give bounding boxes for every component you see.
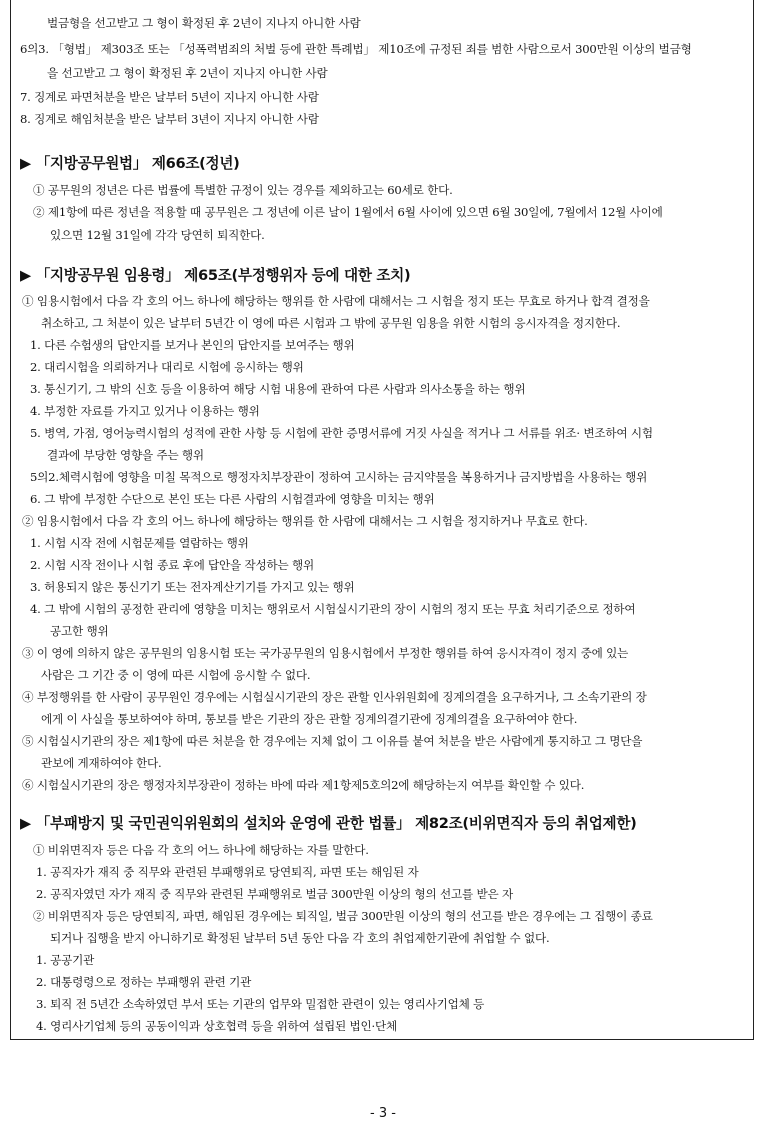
- text-line: ② 제1항에 따른 정년을 적용할 때 공무원은 그 정년에 이른 날이 1월에서 6월 사이에 있으면 6월 30일에, 7월에서 12월 사이에: [33, 205, 663, 219]
- text-line: 에게 이 사실을 통보하여야 하며, 통보를 받은 기관의 장은 관할 징계의결기관에 징계의결을 요구하여야 한다.: [41, 712, 578, 726]
- text-line: ⑥ 시험실시기관의 장은 행정자치부장관이 정하는 바에 따라 제1항제5호의2에 해당하는지 여부를 확인할 수 있다.: [22, 778, 585, 792]
- text-line: 3. 통신기기, 그 밖의 신호 등을 이용하여 해당 시험 내용에 관하여 다른 사람과 의사소통을 하는 행위: [30, 382, 526, 396]
- text-line: ② 비위면직자 등은 당연퇴직, 파면, 해임된 경우에는 퇴직일, 벌금 300만원 이상의 형의 선고를 받은 경우에는 그 집행이 종료: [33, 909, 653, 923]
- text-line: 1. 시험 시작 전에 시험문제를 열람하는 행위: [30, 536, 249, 550]
- text-line: 취소하고, 그 처분이 있은 날부터 5년간 이 영에 따른 시험과 그 밖에 공무원 임용을 위한 시험의 응시자격을 정지한다.: [41, 316, 621, 330]
- page-number: - 3 -: [370, 1106, 396, 1121]
- text-line: ⑤ 시험실시기관의 장은 제1항에 따른 처분을 한 경우에는 지체 없이 그 이유를 붙여 처분을 받은 사람에게 통지하고 그 명단을: [22, 734, 643, 748]
- text-line: 6의3. 「형법」 제303조 또는 「성폭력범죄의 처벌 등에 관한 특례법」 제10조에 규정된 죄를 범한 사람으로서 300만원 이상의 벌금형: [20, 42, 692, 56]
- text-line: 6. 그 밖에 부정한 수단으로 본인 또는 다른 사람의 시험결과에 영향을 미치는 행위: [30, 492, 435, 506]
- text-line: 2. 공직자였던 자가 재직 중 직무와 관련된 부패행위로 벌금 300만원 이상의 형의 선고를 받은 자: [36, 887, 513, 901]
- text-line: 5의2.체력시험에 영향을 미칠 목적으로 행정자치부장관이 정하여 고시하는 금지약물을 복용하거나 금지방법을 사용하는 행위: [30, 470, 648, 484]
- text-line: 8. 징계로 해임처분을 받은 날부터 3년이 지나지 아니한 사람: [20, 112, 319, 126]
- text-line: 1. 공공기관: [36, 953, 95, 967]
- text-line: 1. 공직자가 재직 중 직무와 관련된 부패행위로 당연퇴직, 파면 또는 해임된 자: [36, 865, 419, 879]
- text-line: ① 비위면직자 등은 다음 각 호의 어느 하나에 해당하는 자를 말한다.: [33, 843, 369, 857]
- text-line: 있으면 12월 31일에 각각 당연히 퇴직한다.: [50, 228, 265, 242]
- text-line: 3. 허용되지 않은 통신기기 또는 전자계산기기를 가지고 있는 행위: [30, 580, 355, 594]
- text-line: 되거나 집행을 받지 아니하기로 확정된 날부터 5년 동안 다음 각 호의 취업제한기관에 취업할 수 없다.: [50, 931, 550, 945]
- text-line: 공고한 행위: [50, 624, 109, 638]
- text-line: 7. 징계로 파면처분을 받은 날부터 5년이 지나지 아니한 사람: [20, 90, 319, 104]
- text-line: 을 선고받고 그 형이 확정된 후 2년이 지나지 아니한 사람: [47, 66, 328, 80]
- text-line: 4. 영리사기업체 등의 공동이익과 상호협력 등을 위하여 설립된 법인·단체: [36, 1019, 398, 1033]
- section-heading: ▶ 「부패방지 및 국민권익위원회의 설치와 운영에 관한 법률」 제82조(비위면직자 등의 취업제한): [20, 815, 637, 832]
- text-line: 2. 대리시험을 의뢰하거나 대리로 시험에 응시하는 행위: [30, 360, 304, 374]
- section-heading: ▶ 「지방공무원 임용령」 제65조(부정행위자 등에 대한 조치): [20, 267, 411, 284]
- text-line: 3. 퇴직 전 5년간 소속하였던 부서 또는 기관의 업무와 밀접한 관련이 있는 영리사기업체 등: [36, 997, 485, 1011]
- text-line: 1. 다른 수험생의 답안지를 보거나 본인의 답안지를 보여주는 행위: [30, 338, 355, 352]
- text-line: 4. 부정한 자료를 가지고 있거나 이용하는 행위: [30, 404, 260, 418]
- text-line: 5. 병역, 가점, 영어능력시험의 성적에 관한 사항 등 시험에 관한 증명서류에 거짓 사실을 적거나 그 서류를 위조· 변조하여 시험: [30, 426, 653, 440]
- text-line: ③ 이 영에 의하지 않은 공무원의 임용시험 또는 국가공무원의 임용시험에서 부정한 행위를 하여 응시자격이 정지 중에 있는: [22, 646, 629, 660]
- text-line: ④ 부정행위를 한 사람이 공무원인 경우에는 시험실시기관의 장은 관할 인사위원회에 징계의결을 요구하거나, 그 소속기관의 장: [22, 690, 647, 704]
- text-line: 벌금형을 선고받고 그 형이 확정된 후 2년이 지나지 아니한 사람: [47, 16, 361, 30]
- section-heading: ▶ 「지방공무원법」 제66조(정년): [20, 155, 240, 172]
- text-line: 관보에 게재하여야 한다.: [41, 756, 162, 770]
- text-line: ② 임용시험에서 다음 각 호의 어느 하나에 해당하는 행위를 한 사람에 대해서는 그 시험을 정지하거나 무효로 한다.: [22, 514, 588, 528]
- text-line: 4. 그 밖에 시험의 공정한 관리에 영향을 미치는 행위로서 시험실시기관의 장이 시험의 정지 또는 무효 처리기준으로 정하여: [30, 602, 636, 616]
- text-line: 사람은 그 기간 중 이 영에 따른 시험에 응시할 수 없다.: [41, 668, 311, 682]
- text-line: ① 임용시험에서 다음 각 호의 어느 하나에 해당하는 행위를 한 사람에 대해서는 그 시험을 정지 또는 무효로 하거나 합격 결정을: [22, 294, 650, 308]
- text-line: 2. 대통령령으로 정하는 부패행위 관련 기관: [36, 975, 252, 989]
- text-line: ① 공무원의 정년은 다른 법률에 특별한 규정이 있는 경우를 제외하고는 60세로 한다.: [33, 183, 453, 197]
- text-line: 2. 시험 시작 전이나 시험 종료 후에 답안을 작성하는 행위: [30, 558, 315, 572]
- text-line: 결과에 부당한 영향을 주는 행위: [47, 448, 204, 462]
